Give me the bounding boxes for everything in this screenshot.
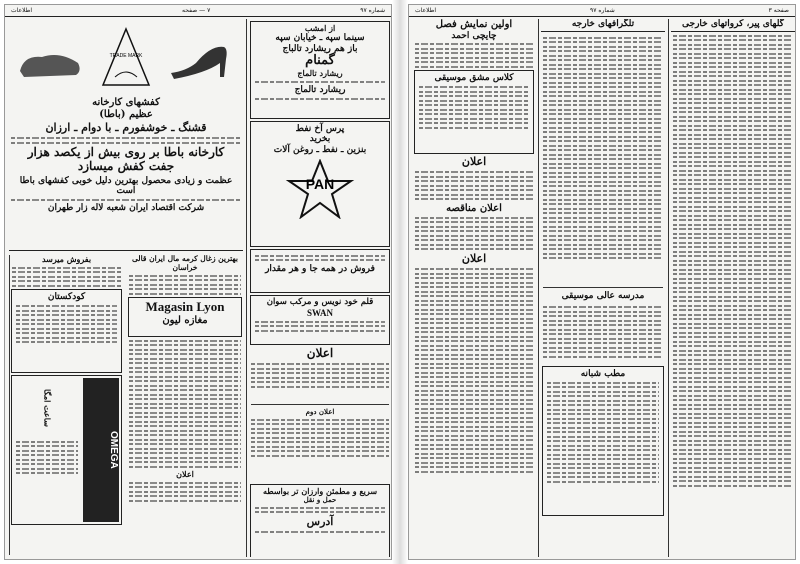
notice-1 (249, 347, 391, 401)
left-column-main (9, 19, 243, 557)
store-column (9, 255, 123, 555)
shoe-ad (9, 19, 243, 251)
cinema-ad (250, 21, 390, 119)
omega-brand: OMEGA (83, 378, 119, 522)
gasoline-line-2: بخرید (309, 134, 331, 145)
bata-trademark-text: TRADE MARK (109, 53, 143, 59)
shoe-line-3: قشنگ ـ خوشفورم ـ با دوام ـ ارزان (45, 121, 207, 134)
travel-line-2: حمل و نقل (303, 495, 337, 505)
col2-ad: مطب شبانه (580, 368, 626, 379)
shoe-line-6: عظمت و زیادی محصول بهترین دلیل خوبی کفشهای باطا است (19, 175, 233, 197)
left-newspaper-page (4, 4, 392, 560)
cinema-title-2: سینما سپه ـ خیابان سپه (275, 33, 365, 44)
lyon-ad (128, 297, 242, 337)
pan-brand-text: PAN (305, 176, 335, 193)
travel-line-1: سریع و مطمئن وارزان تر بواسطه (262, 486, 378, 496)
store-title: بفروش میرسد (41, 254, 92, 264)
shoe-images (9, 19, 243, 97)
pan-star-icon (285, 159, 355, 219)
left-page-header (5, 5, 391, 17)
pan-notice-line: فروش در همه جا و هر مقدار (265, 263, 375, 274)
kurdistan-ad (11, 289, 122, 373)
gasoline-line-3: بنزین ـ نفط ـ روغن آلات (273, 144, 367, 155)
gasoline-line-1: پرس آخ نفط (295, 124, 345, 134)
right-newspaper-page (408, 4, 796, 560)
right-column-2 (541, 19, 665, 557)
cinema-line: ریشارد تالماج (297, 67, 343, 78)
lyon-title: Magasin Lyon (145, 299, 225, 315)
right-column-3 (413, 19, 535, 557)
lower-notice-title: اعلان (176, 469, 194, 480)
cinema-footer: ریشارد تالماج (294, 85, 346, 95)
notice-2 (249, 408, 391, 482)
notice-2-title: اعلان دوم (305, 407, 335, 416)
bata-trademark-icon (101, 27, 151, 89)
pan-notice (250, 249, 390, 293)
right-header-page: صفحه ۳ (768, 7, 789, 14)
khorasan-column (127, 255, 243, 555)
notice-1-title: اعلان (306, 346, 334, 360)
swan-brand: SWAN (306, 307, 333, 318)
loafer-shoe-icon (16, 33, 86, 83)
left-column-right (249, 19, 391, 557)
travel-ad (250, 484, 390, 557)
col3-notice-2: اعلان مناقصه (446, 202, 502, 214)
col3-notice-3: اعلان (461, 251, 487, 265)
shoe-line-7: شرکت اقتصاد ایران شعبه لاله زار طهران (47, 203, 205, 214)
travel-address: آدرس (306, 514, 334, 528)
high-heel-shoe-icon (166, 33, 236, 83)
col3-title: اولین نمایش فصل (435, 19, 513, 30)
clinic-ad (542, 366, 664, 516)
left-header-page: ۷ — صفحه (182, 7, 211, 14)
shoe-line-2: عظیم (باطا) (99, 108, 153, 120)
col3-subtitle: چایچی احمد (451, 30, 497, 41)
gasoline-ad (250, 121, 390, 247)
khorasan-title: بهترین زغال کرمه مال ایران قالی خراسان (132, 254, 238, 272)
col2-notice: مدرسه عالی موسیقی (561, 291, 645, 302)
page-gutter (392, 0, 408, 564)
right-column-1 (671, 19, 795, 557)
col1-title: گلهای پیر، کرواتهای خارجی (671, 19, 795, 32)
swan-ad (250, 295, 390, 345)
col2-title: تلگرافهای خارجه (541, 19, 665, 32)
swan-title: قلم خود نویس و مرکب سوان (266, 297, 374, 307)
lyon-subtitle: مغازه لیون (162, 315, 208, 327)
right-header-issue: شماره ۹۷ (590, 7, 615, 14)
right-header-name: اطلاعات (415, 7, 437, 14)
left-header-name: اطلاعات (11, 7, 33, 14)
left-header-issue: شماره ۹۷ (360, 7, 385, 14)
shoe-line-5: جفت کفش میسازد (77, 158, 175, 173)
kurdistan-title: کودکستان (47, 292, 86, 303)
music-class-ad (414, 70, 534, 154)
shoe-line-1: کفشهای کارخانه (92, 97, 160, 108)
col3-notice-1: اعلان (461, 155, 487, 169)
omega-side: ساعت امگا (42, 389, 53, 428)
right-page-header (409, 5, 795, 17)
col3-class-ad: کلاس مشق موسیقی (434, 73, 514, 84)
cinema-title-3: باز هم ریشارد تالباج (282, 43, 358, 54)
cinema-title-4: گمنام (305, 52, 335, 68)
cinema-title-1: از امشب (304, 23, 336, 33)
omega-ad (11, 375, 122, 525)
shoe-line-4: کارخانه باطا بر روی بیش از یکصد هزار (27, 145, 225, 160)
pan-logo (253, 159, 387, 219)
